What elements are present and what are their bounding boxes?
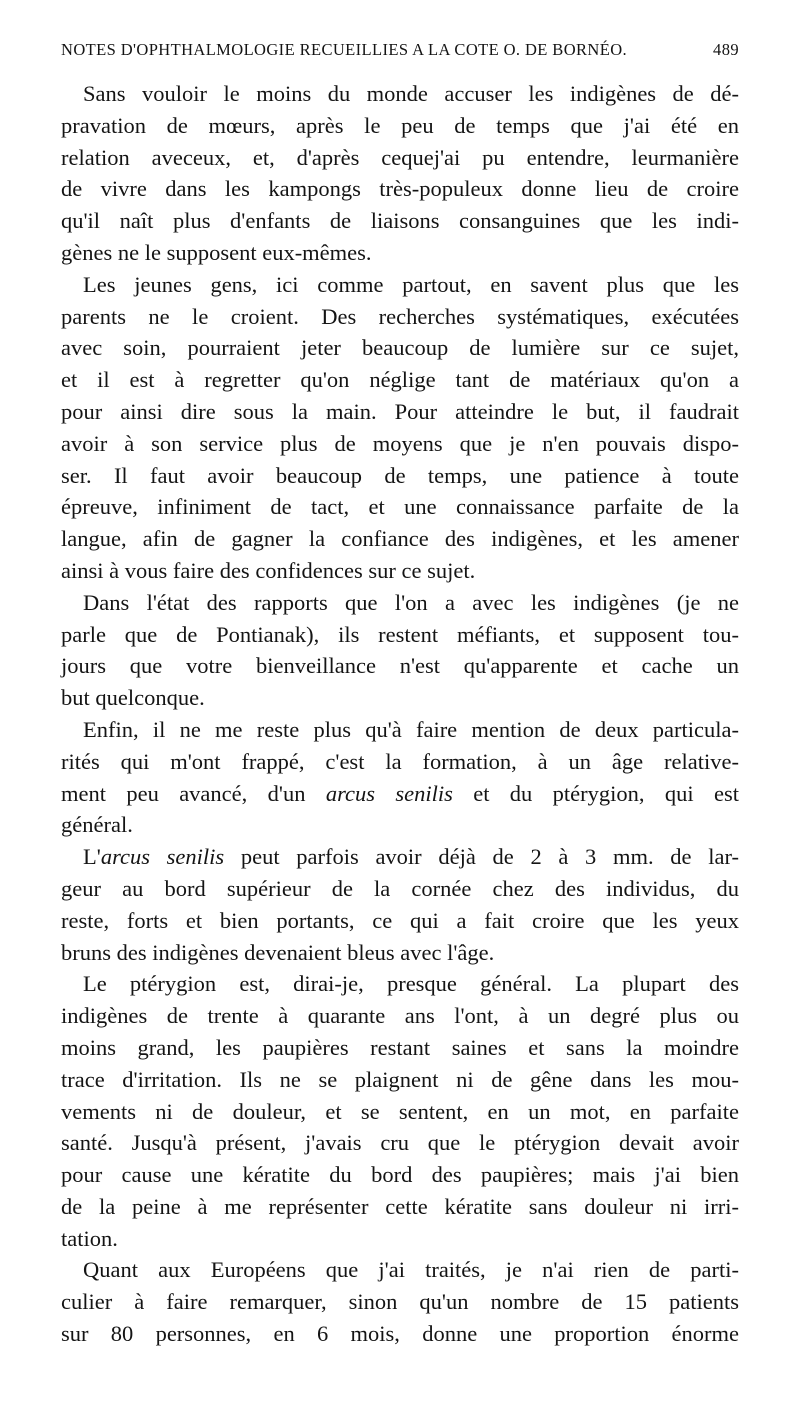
text-segment: tation. — [61, 1225, 118, 1251]
body-text — [61, 78, 739, 1350]
text-segment: et il est à regretter qu'on néglige tant de matériaux qu'on a — [61, 367, 739, 393]
text-segment: général. — [61, 812, 133, 838]
text-segment: L' — [83, 844, 101, 870]
text-segment: culier à faire remarquer, sinon qu'un nombre de 15 patients — [61, 1289, 739, 1315]
text-segment: bruns des indigènes devenaient bleus avec l'âge. — [61, 939, 495, 965]
text-segment: et du ptérygion, qui est — [452, 780, 739, 806]
text-segment: but quelconque. — [61, 685, 205, 711]
text-line — [61, 78, 739, 110]
text-line — [61, 428, 739, 460]
text-line — [61, 841, 739, 873]
text-segment: geur au bord supérieur de la cornée chez des individus, du — [61, 875, 739, 901]
text-segment: rités qui m'ont frappé, c'est la formation, à un âge relative- — [61, 748, 739, 774]
text-line — [61, 396, 739, 428]
text-segment: parents ne le croient. Des recherches systématiques, exécutées — [61, 303, 739, 329]
text-line — [61, 809, 739, 841]
text-line — [61, 714, 739, 746]
text-line — [61, 1159, 739, 1191]
text-line — [61, 873, 739, 905]
italic-term: arcus senilis — [325, 780, 453, 806]
text-line — [61, 1286, 739, 1318]
text-line — [61, 301, 739, 333]
text-line — [61, 1254, 739, 1286]
text-line — [61, 491, 739, 523]
text-line — [61, 937, 739, 969]
text-line — [61, 523, 739, 555]
text-line — [61, 905, 739, 937]
paragraph — [61, 714, 739, 841]
text-segment: Enfin, il ne me reste plus qu'à faire mention de deux particula- — [83, 716, 739, 742]
text-line — [61, 364, 739, 396]
text-segment: trace d'irritation. Ils ne se plaignent ni de gêne dans les mou- — [61, 1066, 739, 1092]
text-segment: Sans vouloir le moins du monde accuser les indigènes de dé- — [83, 81, 739, 106]
text-line — [61, 332, 739, 364]
paragraph — [61, 968, 739, 1254]
text-line — [61, 968, 739, 1000]
text-line — [61, 269, 739, 301]
text-line — [61, 555, 739, 587]
text-segment: de vivre dans les kampongs très-populeux donne lieu de croire — [61, 176, 739, 202]
text-line — [61, 1096, 739, 1128]
text-segment: Quant aux Européens que j'ai traités, je n'ai rien de parti- — [83, 1257, 739, 1283]
text-segment: santé. Jusqu'à présent, j'avais cru que le ptérygion devait avoir — [61, 1130, 739, 1156]
text-segment: pravation de mœurs, après le peu de temps que j'ai été en — [61, 112, 739, 138]
running-head — [61, 40, 739, 70]
text-segment: gènes ne le supposent eux-mêmes. — [61, 239, 372, 265]
paragraph — [61, 1254, 739, 1349]
text-line — [61, 1191, 739, 1223]
text-segment: reste, forts et bien portants, ce qui a fait croire que les yeux — [61, 907, 739, 933]
text-segment: avec soin, pourraient jeter beaucoup de lumière sur ce sujet, — [61, 335, 739, 361]
text-segment: qu'il naît plus d'enfants de liaisons consanguines que les indi- — [61, 208, 739, 234]
text-line — [61, 650, 739, 682]
text-line — [61, 1318, 739, 1350]
text-segment: jours que votre bienveillance n'est qu'apparente et cache un — [61, 653, 739, 679]
text-segment: ser. Il faut avoir beaucoup de temps, une patience à toute — [61, 462, 739, 488]
text-segment: parle que de Pontianak), ils restent méfiants, et supposent tou- — [61, 621, 739, 647]
text-segment: Le ptérygion est, dirai-je, presque général. La plupart des — [83, 971, 739, 997]
text-line — [61, 205, 739, 237]
text-line — [61, 1223, 739, 1255]
text-line — [61, 1064, 739, 1096]
text-line — [61, 1032, 739, 1064]
text-segment: ainsi à vous faire des confidences sur ce sujet. — [61, 557, 476, 583]
text-line — [61, 778, 739, 810]
text-segment: ment peu avancé, d'un — [61, 780, 326, 806]
text-line — [61, 682, 739, 714]
text-segment: sur 80 personnes, en 6 mois, donne une proportion énorme — [61, 1321, 739, 1347]
text-segment: relation aveceux, et, d'après cequej'ai pu entendre, leurmanière — [61, 144, 739, 170]
text-line — [61, 587, 739, 619]
text-line — [61, 110, 739, 142]
page-number: 489 — [713, 40, 739, 59]
text-segment: de la peine à me représenter cette kératite sans douleur ni irri- — [61, 1193, 739, 1219]
book-page — [61, 40, 739, 1350]
text-segment: langue, afin de gagner la confiance des indigènes, et les amener — [61, 526, 739, 552]
text-line — [61, 237, 739, 269]
text-line — [61, 142, 739, 174]
text-segment: Les jeunes gens, ici comme partout, en savent plus que les — [83, 271, 739, 297]
italic-term: arcus senilis — [100, 844, 225, 870]
running-title: NOTES D'OPHTHALMOLOGIE RECUEILLIES A LA COTE O. DE BORNÉO. — [61, 40, 628, 59]
text-line — [61, 1000, 739, 1032]
text-line — [61, 746, 739, 778]
text-segment: vements ni de douleur, et se sentent, en un mot, en parfaite — [61, 1098, 739, 1124]
text-segment: pour cause une kératite du bord des paupières; mais j'ai bien — [61, 1162, 739, 1188]
text-line — [61, 173, 739, 205]
text-segment: Dans l'état des rapports que l'on a avec les indigènes (je ne — [83, 589, 739, 615]
paragraph — [61, 269, 739, 587]
text-segment: épreuve, infiniment de tact, et une connaissance parfaite de la — [61, 494, 739, 520]
text-line — [61, 1127, 739, 1159]
paragraph — [61, 841, 739, 968]
paragraph — [61, 587, 739, 714]
text-segment: indigènes de trente à quarante ans l'ont, à un degré plus ou — [61, 1003, 739, 1029]
text-segment: moins grand, les paupières restant saines et sans la moindre — [61, 1034, 739, 1060]
text-segment: avoir à son service plus de moyens que je n'en pouvais dispo- — [61, 430, 739, 456]
text-segment: pour ainsi dire sous la main. Pour atteindre le but, il faudrait — [61, 398, 739, 424]
text-segment: peut parfois avoir déjà de 2 à 3 mm. de lar- — [224, 844, 739, 870]
text-line — [61, 619, 739, 651]
text-line — [61, 460, 739, 492]
paragraph — [61, 78, 739, 269]
